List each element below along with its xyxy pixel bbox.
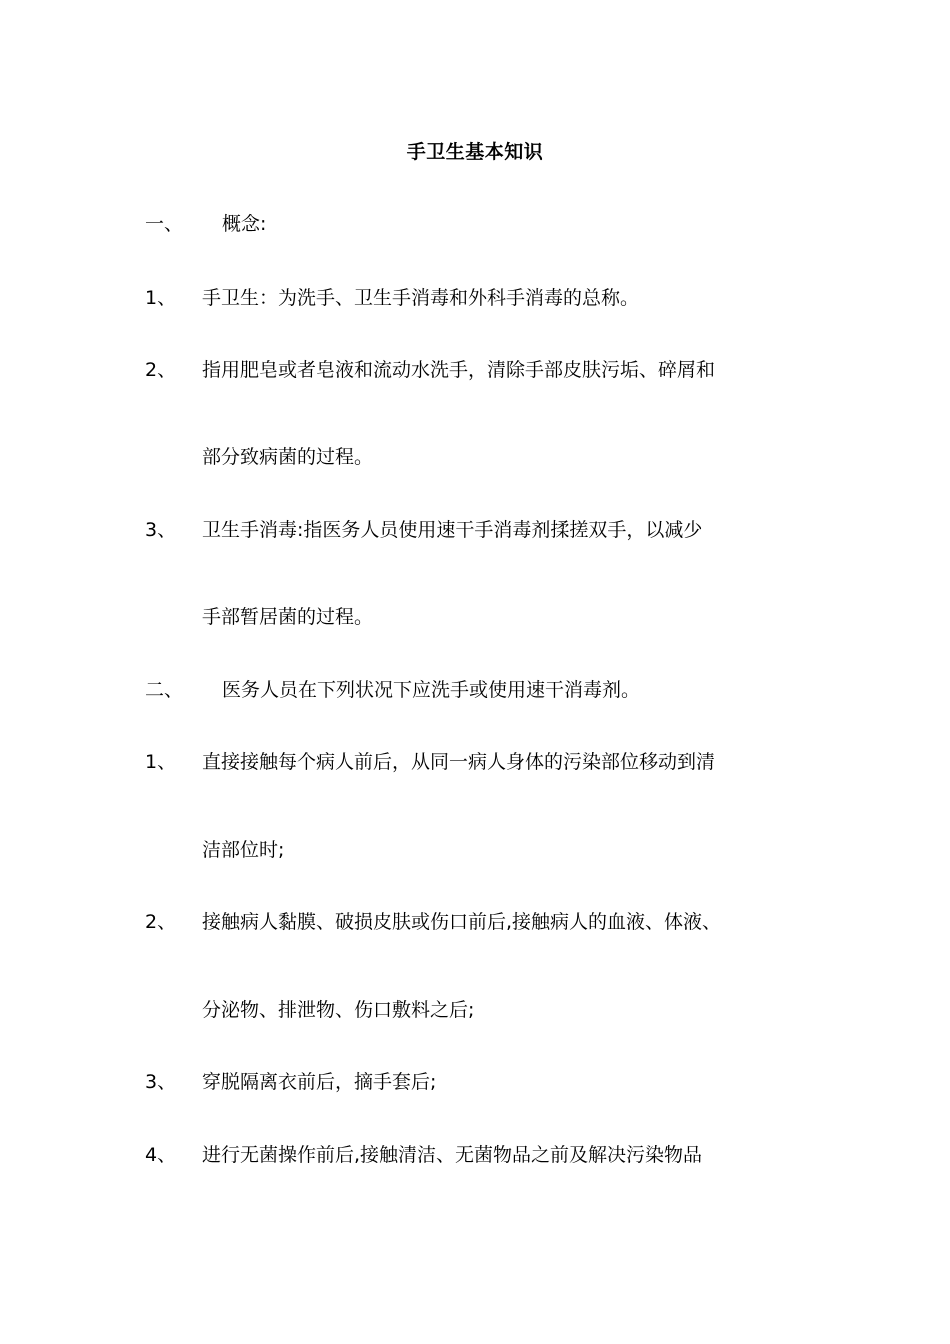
list-item-marker: 4、 bbox=[145, 1144, 177, 1166]
list-item-text-continuation: 分泌物、排泄物、伤口敷料之后; bbox=[202, 999, 475, 1021]
list-item-text: 接触病人黏膜、破损皮肤或伤口前后,接触病人的血液、体液、 bbox=[202, 911, 722, 933]
list-item-text: 卫生手消毒:指医务人员使用速干手消毒剂揉搓双手，以减少 bbox=[202, 519, 703, 541]
list-item-text: 穿脱隔离衣前后，摘手套后; bbox=[202, 1071, 437, 1093]
list-item-marker: 2、 bbox=[145, 911, 177, 933]
document-title: 手卫生基本知识 bbox=[406, 141, 544, 163]
list-item-marker: 3、 bbox=[145, 519, 177, 541]
list-item-text: 直接接触每个病人前后，从同一病人身体的污染部位移动到清 bbox=[202, 751, 716, 773]
section-marker: 一、 bbox=[145, 213, 184, 235]
list-item-text: 手卫生：为洗手、卫生手消毒和外科手消毒的总称。 bbox=[202, 287, 640, 309]
list-item-marker: 1、 bbox=[145, 287, 177, 309]
list-item-text-continuation: 手部暂居菌的过程。 bbox=[202, 606, 374, 628]
list-item-marker: 3、 bbox=[145, 1071, 177, 1093]
list-item-text-continuation: 洁部位时; bbox=[202, 839, 285, 861]
list-item-text: 进行无菌操作前后,接触清洁、无菌物品之前及解决污染物品 bbox=[202, 1144, 703, 1166]
section-heading: 概念: bbox=[222, 213, 267, 235]
list-item-text-continuation: 部分致病菌的过程。 bbox=[202, 446, 374, 468]
section-marker: 二、 bbox=[145, 679, 184, 701]
list-item-marker: 2、 bbox=[145, 359, 177, 381]
list-item-marker: 1、 bbox=[145, 751, 177, 773]
section-heading: 医务人员在下列状况下应洗手或使用速干消毒剂。 bbox=[222, 679, 641, 701]
list-item-text: 指用肥皂或者皂液和流动水洗手，清除手部皮肤污垢、碎屑和 bbox=[202, 359, 716, 381]
